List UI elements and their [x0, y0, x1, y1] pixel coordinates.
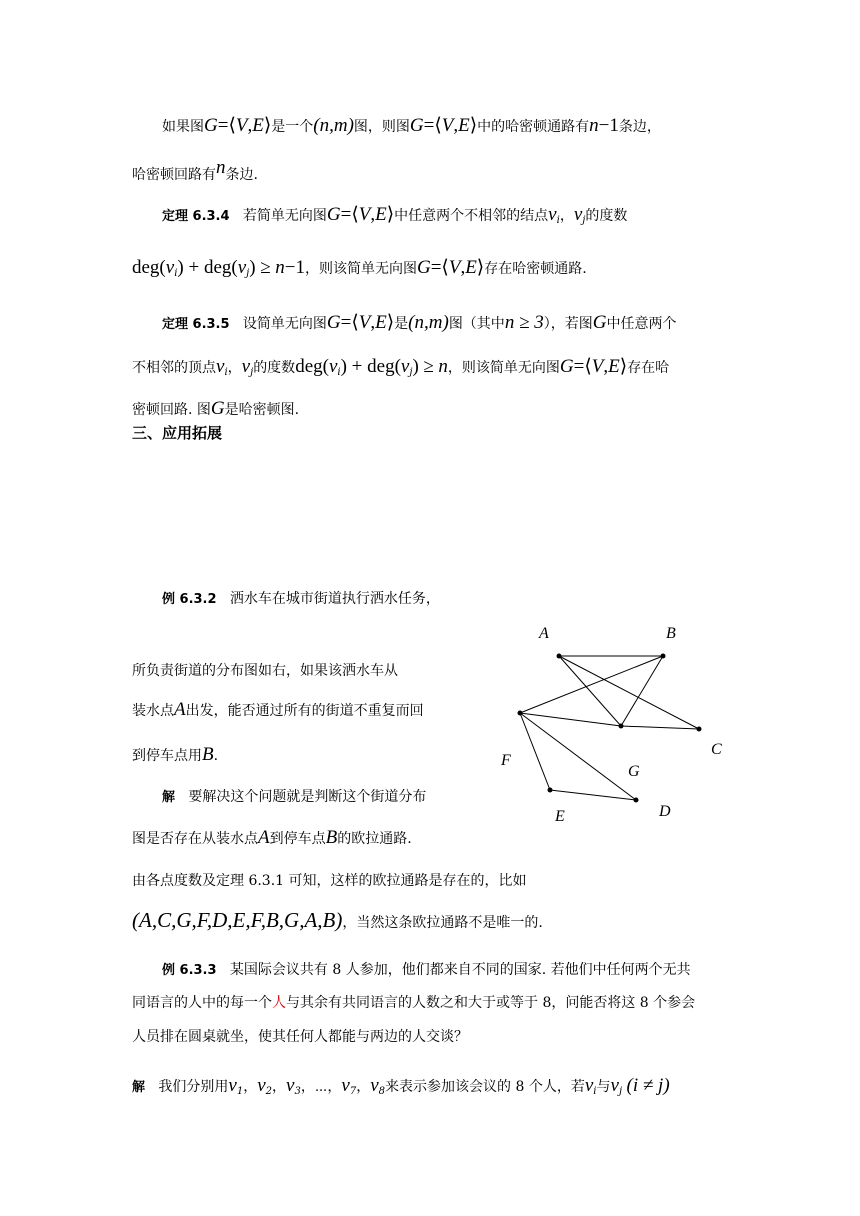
theorem-6-3-4-line2: $deg(v_i) + deg(v_j) \ge n-1$，则该简单无向图G=⟨V,E⟩存在哈密顿通路.: [132, 257, 587, 279]
theorem-6-3-5-line3: 密顿回路. 图G是哈密顿图.: [132, 398, 300, 419]
node-f: [518, 711, 523, 716]
para-intro-line1: 如果图G=⟨V,E⟩是一个(n,m)图，则图G=⟨V,E⟩中的哈密顿通路有n−1条边，: [162, 115, 661, 136]
node-c: [697, 727, 702, 732]
theorem-label: 定理 6.3.5: [162, 317, 230, 332]
edge-e-d: [550, 790, 636, 800]
example-6-3-2-line6: 图是否存在从装水点A到停车点B的欧拉通路.: [132, 827, 412, 848]
theorem-6-3-4-line1: 定理 6.3.4 若简单无向图G=⟨V,E⟩中任意两个不相邻的结点$v_i$，$v_j$的度数: [162, 204, 628, 226]
theorem-label: 定理 6.3.4: [162, 209, 230, 224]
example-label: 例 6.3.3: [162, 963, 217, 978]
solution-label: 解: [162, 790, 176, 805]
example-6-3-2-line7: 由各点度数及定理 6.3.1 可知，这样的欧拉通路是存在的，比如: [132, 873, 527, 889]
example-label: 例 6.3.2: [162, 592, 217, 607]
example-6-3-3-line2: 同语言的人中的每一个人与其余有共同语言的人数之和大于或等于 8，问能否将这 8 个参会: [132, 995, 696, 1011]
example-6-3-3-line3: 人员排在圆桌就坐，使其任何人都能与两边的人交谈？: [132, 1029, 468, 1045]
example-6-3-3-solution: 解 我们分别用$v_1$，$v_2$，$v_3$，⋯，$v_7$，$v_8$来表示参加该会议的 8 个人，若$v_i$与$v_j$ (i ≠ j): [132, 1075, 670, 1097]
example-6-3-2-line2: 所负责街道的分布图如右，如果该洒水车从: [132, 663, 398, 679]
label-c: C: [711, 741, 722, 758]
node-a: [557, 654, 562, 659]
theorem-6-3-5-line1: 定理 6.3.5 设简单无向图G=⟨V,E⟩是(n,m)图（其中n ≥ 3），若图G中任意两个: [162, 312, 677, 333]
edge-a-g: [559, 656, 621, 726]
euler-path: (A,C,G,F,D,E,F,B,G,A,B): [132, 908, 343, 932]
example-6-3-2-line4: 到停车点用B.: [132, 744, 219, 765]
section-heading: 三、应用拓展: [132, 424, 223, 442]
solution-label: 解: [132, 1080, 146, 1095]
example-6-3-2-line8: (A,C,G,F,D,E,F,B,G,A,B)，当然这条欧拉通路不是唯一的.: [132, 908, 543, 932]
node-b: [661, 654, 666, 659]
street-graph: [495, 620, 735, 830]
node-g: [619, 724, 624, 729]
edge-b-g: [621, 656, 663, 726]
example-6-3-2-line1: 例 6.3.2 洒水车在城市街道执行洒水任务，: [162, 591, 440, 607]
edge-g-c: [621, 726, 699, 729]
label-g: G: [628, 763, 640, 780]
label-e: E: [555, 808, 565, 825]
label-a: A: [539, 625, 549, 642]
label-d: D: [659, 803, 671, 820]
example-6-3-2-line3: 装水点A出发，能否通过所有的街道不重复而回: [132, 699, 424, 720]
example-6-3-3-line1: 例 6.3.3 某国际会议共有 8 人参加，他们都来自不同的国家. 若他们中任何两个无共: [162, 962, 691, 978]
para-intro-line2: 哈密顿回路有n条边.: [132, 157, 258, 183]
label-f: F: [501, 752, 511, 769]
label-b: B: [666, 625, 676, 642]
edge-a-c: [559, 656, 699, 729]
node-d: [634, 798, 639, 803]
example-6-3-2-solution: 解 要解决这个问题就是判断这个街道分布: [162, 789, 427, 805]
node-e: [548, 788, 553, 793]
theorem-6-3-5-line2: 不相邻的顶点$v_i$，$v_j$的度数$deg(v_i) + deg(v_j) \ge n$，则该简单无向图G=⟨V,E⟩存在哈: [132, 356, 670, 378]
edge-b-f: [520, 656, 663, 713]
